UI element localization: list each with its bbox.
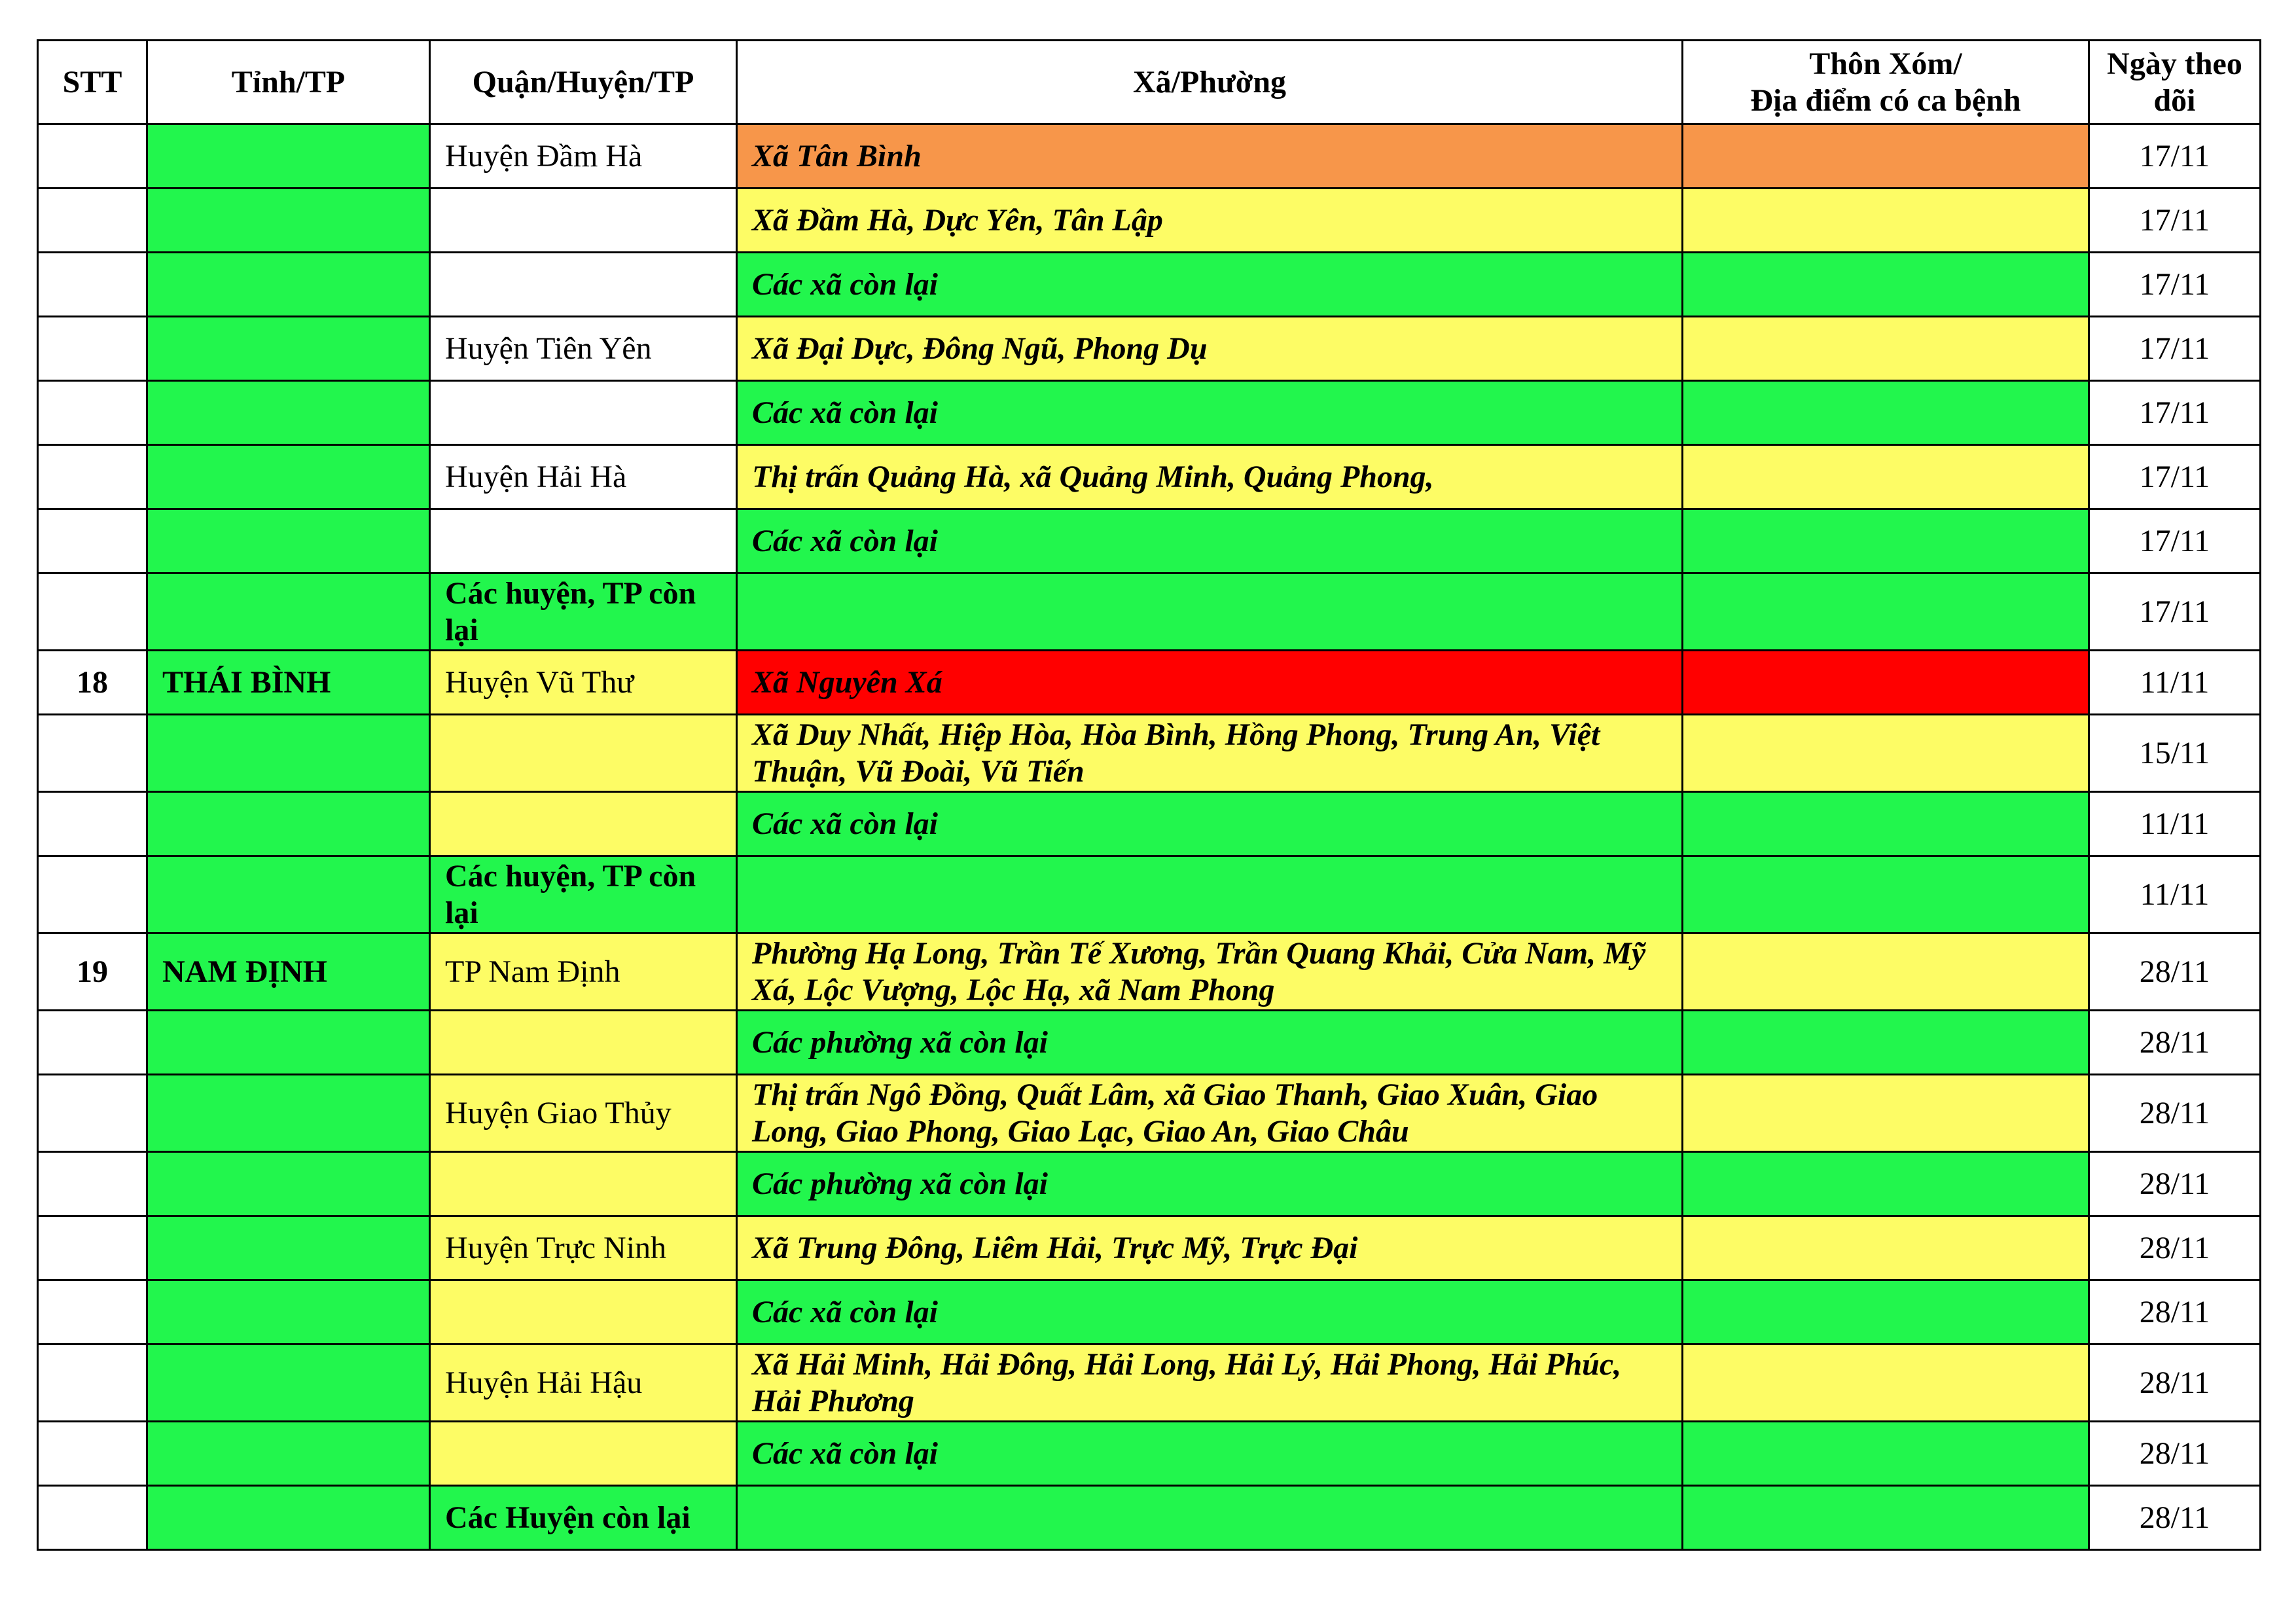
cell-date: 11/11: [2089, 856, 2261, 933]
table-row: [38, 317, 2261, 381]
cell-date: 28/11: [2089, 1280, 2261, 1344]
cell-stt: [38, 1344, 147, 1422]
table-row: [38, 1216, 2261, 1280]
cell-stt: [38, 715, 147, 792]
cell-province: [147, 1486, 430, 1550]
cell-hamlet: [1683, 1280, 2089, 1344]
cell-province: [147, 445, 430, 509]
header-date-line1: Ngày theo: [2107, 46, 2242, 81]
table-row: [38, 381, 2261, 445]
cell-stt: [38, 124, 147, 189]
cell-ward: Các xã còn lại: [737, 253, 1683, 317]
cell-ward: Các xã còn lại: [737, 381, 1683, 445]
cell-province: [147, 124, 430, 189]
cell-date: 28/11: [2089, 1344, 2261, 1422]
cell-date: 17/11: [2089, 573, 2261, 651]
cell-ward: Các xã còn lại: [737, 509, 1683, 573]
cell-date: 17/11: [2089, 445, 2261, 509]
table-row: [38, 792, 2261, 856]
cell-province: THÁI BÌNH: [147, 651, 430, 715]
cell-ward: [737, 1486, 1683, 1550]
table-row: [38, 189, 2261, 253]
cell-hamlet: [1683, 1422, 2089, 1486]
cell-province: [147, 1216, 430, 1280]
header-province: Tỉnh/TP: [147, 41, 430, 124]
cell-province: [147, 317, 430, 381]
cell-district: [430, 189, 737, 253]
header-stt: STT: [38, 41, 147, 124]
cell-province: [147, 1075, 430, 1152]
cell-hamlet: [1683, 792, 2089, 856]
cell-hamlet: [1683, 1486, 2089, 1550]
cell-ward: Các phường xã còn lại: [737, 1152, 1683, 1216]
cell-date: 28/11: [2089, 1152, 2261, 1216]
cell-ward: Xã Nguyên Xá: [737, 651, 1683, 715]
cell-stt: [38, 381, 147, 445]
cell-date: 28/11: [2089, 933, 2261, 1011]
covid-zone-table: [37, 39, 2261, 1551]
cell-district: Huyện Tiên Yên: [430, 317, 737, 381]
cell-date: 17/11: [2089, 124, 2261, 189]
cell-hamlet: [1683, 651, 2089, 715]
cell-district: TP Nam Định: [430, 933, 737, 1011]
cell-district: Các huyện, TP còn lại: [430, 573, 737, 651]
cell-stt: [38, 317, 147, 381]
cell-hamlet: [1683, 1344, 2089, 1422]
cell-hamlet: [1683, 1011, 2089, 1075]
cell-district: [430, 1280, 737, 1344]
header-date: [2089, 41, 2261, 124]
table-row: [38, 715, 2261, 792]
cell-hamlet: [1683, 509, 2089, 573]
cell-hamlet: [1683, 1216, 2089, 1280]
cell-ward: Phường Hạ Long, Trần Tế Xương, Trần Quang Khải, Cửa Nam, Mỹ Xá, Lộc Vượng, Lộc Hạ, xã Nam Phong: [737, 933, 1683, 1011]
table-row: [38, 124, 2261, 189]
cell-province: [147, 1280, 430, 1344]
cell-date: 11/11: [2089, 792, 2261, 856]
cell-stt: [38, 189, 147, 253]
cell-ward: Xã Duy Nhất, Hiệp Hòa, Hòa Bình, Hồng Phong, Trung An, Việt Thuận, Vũ Đoài, Vũ Tiến: [737, 715, 1683, 792]
cell-district: [430, 1011, 737, 1075]
cell-stt: [38, 1011, 147, 1075]
cell-district: Các huyện, TP còn lại: [430, 856, 737, 933]
cell-stt: [38, 445, 147, 509]
cell-stt: [38, 1280, 147, 1344]
table-row: [38, 509, 2261, 573]
cell-province: [147, 1422, 430, 1486]
cell-stt: [38, 1075, 147, 1152]
table-row: [38, 1344, 2261, 1422]
cell-ward: Thị trấn Ngô Đồng, Quất Lâm, xã Giao Thanh, Giao Xuân, Giao Long, Giao Phong, Giao Lạc, Giao An, Giao Châu: [737, 1075, 1683, 1152]
cell-ward: Các phường xã còn lại: [737, 1011, 1683, 1075]
cell-stt: [38, 253, 147, 317]
cell-stt: [38, 573, 147, 651]
cell-ward: [737, 856, 1683, 933]
header-ward: Xã/Phường: [737, 41, 1683, 124]
cell-hamlet: [1683, 1075, 2089, 1152]
cell-hamlet: [1683, 189, 2089, 253]
table-row: [38, 1422, 2261, 1486]
cell-date: 17/11: [2089, 317, 2261, 381]
cell-province: [147, 715, 430, 792]
cell-stt: [38, 1486, 147, 1550]
cell-date: 28/11: [2089, 1011, 2261, 1075]
cell-date: 17/11: [2089, 381, 2261, 445]
cell-date: 11/11: [2089, 651, 2261, 715]
cell-hamlet: [1683, 445, 2089, 509]
table-row: [38, 1280, 2261, 1344]
header-hamlet-line2: Địa điểm có ca bệnh: [1750, 82, 2021, 118]
header-hamlet-line1: Thôn Xóm/: [1809, 46, 1962, 81]
cell-hamlet: [1683, 573, 2089, 651]
cell-hamlet: [1683, 933, 2089, 1011]
cell-district: Huyện Hải Hậu: [430, 1344, 737, 1422]
cell-hamlet: [1683, 317, 2089, 381]
cell-ward: Xã Đại Dực, Đông Ngũ, Phong Dụ: [737, 317, 1683, 381]
cell-ward: Các xã còn lại: [737, 1280, 1683, 1344]
table-row: [38, 573, 2261, 651]
cell-hamlet: [1683, 381, 2089, 445]
table-row: [38, 1486, 2261, 1550]
cell-stt: 19: [38, 933, 147, 1011]
cell-hamlet: [1683, 715, 2089, 792]
cell-province: [147, 1011, 430, 1075]
cell-ward: [737, 573, 1683, 651]
cell-province: [147, 253, 430, 317]
cell-stt: [38, 1152, 147, 1216]
cell-date: 17/11: [2089, 189, 2261, 253]
table-row: [38, 445, 2261, 509]
cell-stt: [38, 1216, 147, 1280]
cell-stt: [38, 792, 147, 856]
cell-stt: 18: [38, 651, 147, 715]
cell-district: [430, 1152, 737, 1216]
cell-hamlet: [1683, 856, 2089, 933]
table-row: [38, 856, 2261, 933]
cell-province: [147, 381, 430, 445]
cell-province: [147, 792, 430, 856]
table-row: [38, 1011, 2261, 1075]
cell-province: [147, 1344, 430, 1422]
cell-province: [147, 856, 430, 933]
table-row: [38, 253, 2261, 317]
header-row: [38, 41, 2261, 124]
cell-date: 28/11: [2089, 1075, 2261, 1152]
cell-ward: Xã Hải Minh, Hải Đông, Hải Long, Hải Lý, Hải Phong, Hải Phúc, Hải Phương: [737, 1344, 1683, 1422]
cell-district: [430, 253, 737, 317]
cell-hamlet: [1683, 124, 2089, 189]
cell-ward: Xã Đầm Hà, Dực Yên, Tân Lập: [737, 189, 1683, 253]
cell-date: 17/11: [2089, 253, 2261, 317]
cell-ward: Các xã còn lại: [737, 792, 1683, 856]
cell-stt: [38, 856, 147, 933]
table-row: [38, 651, 2261, 715]
cell-stt: [38, 509, 147, 573]
cell-province: [147, 189, 430, 253]
cell-district: [430, 792, 737, 856]
cell-ward: Xã Trung Đông, Liêm Hải, Trực Mỹ, Trực Đại: [737, 1216, 1683, 1280]
cell-date: 28/11: [2089, 1422, 2261, 1486]
cell-district: [430, 1422, 737, 1486]
cell-district: Huyện Hải Hà: [430, 445, 737, 509]
cell-province: [147, 509, 430, 573]
header-date-line2: dõi: [2153, 82, 2196, 118]
cell-district: Huyện Trực Ninh: [430, 1216, 737, 1280]
cell-ward: Thị trấn Quảng Hà, xã Quảng Minh, Quảng Phong,: [737, 445, 1683, 509]
cell-ward: Xã Tân Bình: [737, 124, 1683, 189]
cell-date: 15/11: [2089, 715, 2261, 792]
cell-province: [147, 573, 430, 651]
cell-date: 28/11: [2089, 1216, 2261, 1280]
cell-stt: [38, 1422, 147, 1486]
cell-hamlet: [1683, 253, 2089, 317]
cell-district: Huyện Đầm Hà: [430, 124, 737, 189]
cell-hamlet: [1683, 1152, 2089, 1216]
cell-district: Huyện Giao Thủy: [430, 1075, 737, 1152]
cell-district: Huyện Vũ Thư: [430, 651, 737, 715]
cell-district: Các Huyện còn lại: [430, 1486, 737, 1550]
cell-ward: Các xã còn lại: [737, 1422, 1683, 1486]
cell-date: 17/11: [2089, 509, 2261, 573]
table-row: [38, 1152, 2261, 1216]
header-district: Quận/Huyện/TP: [430, 41, 737, 124]
cell-district: [430, 509, 737, 573]
table-row: [38, 933, 2261, 1011]
cell-district: [430, 381, 737, 445]
cell-province: [147, 1152, 430, 1216]
cell-province: NAM ĐỊNH: [147, 933, 430, 1011]
cell-district: [430, 715, 737, 792]
cell-date: 28/11: [2089, 1486, 2261, 1550]
table-row: [38, 1075, 2261, 1152]
header-hamlet: [1683, 41, 2089, 124]
